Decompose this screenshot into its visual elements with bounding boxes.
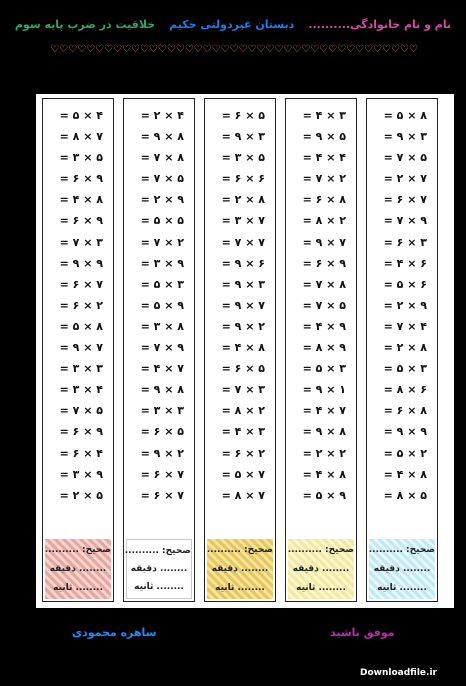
equation-item: ۴ × ۵ =	[59, 109, 103, 122]
equation-item: ۷ × ۲ =	[383, 172, 427, 186]
minutes-label: ........ دقیقه	[49, 563, 107, 574]
drill-column-1	[366, 98, 438, 602]
equation-item: ۹ × ۵ =	[140, 298, 184, 312]
seconds-label: ........ ثانیه	[215, 582, 265, 593]
correct-count-label: صحیح: ..........	[287, 545, 354, 556]
equation-item: ۳ × ۹ =	[221, 130, 265, 144]
equation-item: ۸ × ۴ =	[302, 467, 346, 481]
equation-item: ۸ × ۷ =	[140, 151, 184, 165]
equation-item: ۹ × ۳ =	[59, 467, 103, 481]
equation-item: ۴ × ۴ =	[302, 151, 346, 165]
minutes-label: ........ دقیقه	[373, 563, 431, 574]
seconds-label: ........ ثانیه	[296, 582, 346, 593]
equation-item: ۲ × ۵ =	[383, 446, 427, 460]
equation-item: ۷ × ۴ =	[140, 362, 184, 376]
equation-item: ۸ × ۴ =	[221, 341, 265, 355]
equation-item: ۹ × ۹ =	[59, 256, 103, 270]
equation-item: ۹ × ۶ =	[302, 256, 346, 270]
equation-item: ۳ × ۳ =	[140, 404, 184, 418]
equation-item: ۳ × ۵ =	[140, 277, 184, 291]
equation-item: ۷ × ۶ =	[383, 193, 427, 207]
student-name-field: نام و نام خانوادگی..........	[308, 18, 452, 31]
equation-item: ۹ × ۹ =	[383, 425, 427, 439]
score-box	[207, 539, 273, 599]
minutes-label: ........ دقیقه	[292, 563, 350, 574]
correct-count-label: صحیح: ..........	[44, 545, 111, 556]
equation-item: ۷ × ۵ =	[221, 467, 265, 481]
equation-item: ۶ × ۶ =	[221, 172, 265, 186]
equation-item: ۳ × ۴ =	[302, 109, 346, 122]
equation-item: ۲ × ۷ =	[140, 235, 184, 249]
equation-item: ۵ × ۶ =	[140, 425, 184, 439]
drill-column-4	[123, 98, 195, 602]
correct-count-label: صحیح: ..........	[124, 546, 191, 556]
equation-item: ۹ × ۲ =	[140, 193, 184, 207]
equation-item: ۸ × ۵ =	[59, 319, 103, 333]
good-luck-message: موفق باشید	[330, 626, 395, 639]
equation-item: ۹ × ۷ =	[140, 341, 184, 355]
equation-item: ۵ × ۷ =	[383, 151, 427, 165]
score-box	[288, 539, 354, 599]
school-name: دبستان غیردولتی حکیم	[169, 18, 295, 31]
equation-item: ۷ × ۶ =	[140, 488, 184, 502]
worksheet-title: خلاقیت در ضرب پایه سوم	[14, 18, 156, 31]
equation-item: ۳ × ۶ =	[383, 235, 427, 249]
equation-item: ۸ × ۹ =	[140, 383, 184, 397]
equation-item: ۵ × ۸ =	[383, 488, 427, 502]
equation-item: ۸ × ۴ =	[59, 193, 103, 207]
minutes-label: ........ دقیقه	[211, 563, 269, 574]
equation-item: ۲ × ۶ =	[59, 298, 103, 312]
correct-count-label: صحیح: ..........	[206, 545, 273, 556]
equation-item: ۵ × ۷ =	[59, 404, 103, 418]
equation-item: ۷ × ۷ =	[221, 235, 265, 249]
equation-item: ۳ × ۵ =	[302, 362, 346, 376]
score-box	[126, 539, 192, 599]
equation-item: ۹ × ۳ =	[140, 256, 184, 270]
equation-item: ۴ × ۶ =	[59, 446, 103, 460]
equation-item: ۲ × ۸ =	[302, 214, 346, 228]
equation-item: ۸ × ۴ =	[383, 467, 427, 481]
seconds-label: ........ ثانیه	[134, 582, 184, 592]
equation-item: ۴ × ۳ =	[59, 383, 103, 397]
equation-item: ۳ × ۷ =	[59, 235, 103, 249]
seconds-label: ........ ثانیه	[377, 582, 427, 593]
equation-list	[43, 99, 113, 506]
equation-item: ۹ × ۵ =	[302, 488, 346, 502]
correct-count-label: صحیح: ..........	[368, 545, 435, 556]
equation-item: ۲ × ۹ =	[221, 319, 265, 333]
equation-item: ۸ × ۵ =	[383, 109, 427, 122]
equation-item: ۸ × ۹ =	[302, 425, 346, 439]
equation-item: ۷ × ۹ =	[302, 235, 346, 249]
equation-item: ۲ × ۷ =	[302, 172, 346, 186]
minutes-label: ........ دقیقه	[130, 564, 188, 574]
equation-item: ۷ × ۹ =	[221, 298, 265, 312]
seconds-label: ........ ثانیه	[53, 582, 103, 593]
equation-item: ۹ × ۸ =	[302, 341, 346, 355]
score-box	[45, 539, 111, 599]
equation-item: ۱ × ۹ =	[302, 383, 346, 397]
equation-item: ۷ × ۶ =	[59, 277, 103, 291]
equation-item: ۵ × ۹ =	[302, 130, 346, 144]
equation-item: ۲ × ۹ =	[140, 446, 184, 460]
equation-item: ۳ × ۷ =	[221, 383, 265, 397]
equation-item: ۲ × ۲ =	[302, 446, 346, 460]
equation-item: ۸ × ۶ =	[302, 193, 346, 207]
equation-item: ۴ × ۷ =	[383, 319, 427, 333]
worksheet-header	[0, 18, 466, 40]
equation-item: ۵ × ۷ =	[140, 172, 184, 186]
equation-item: ۴ × ۲ =	[140, 109, 184, 122]
equation-item: ۶ × ۸ =	[383, 383, 427, 397]
equation-list	[124, 99, 194, 506]
equation-item: ۹ × ۴ =	[302, 319, 346, 333]
equation-item: ۹ × ۶ =	[59, 172, 103, 186]
equation-item: ۵ × ۵ =	[140, 214, 184, 228]
equation-list	[205, 99, 275, 506]
equation-item: ۸ × ۲ =	[383, 341, 427, 355]
equation-item: ۹ × ۶ =	[59, 425, 103, 439]
worksheet-sheet	[36, 94, 454, 608]
equation-item: ۷ × ۸ =	[221, 488, 265, 502]
equation-item: ۶ × ۹ =	[221, 256, 265, 270]
equation-item: ۷ × ۶ =	[140, 467, 184, 481]
equation-item: ۶ × ۵ =	[383, 277, 427, 291]
equation-item: ۳ × ۹ =	[221, 277, 265, 291]
equation-item: ۲ × ۸ =	[221, 404, 265, 418]
equation-item: ۸ × ۶ =	[383, 404, 427, 418]
equation-item: ۸ × ۹ =	[140, 130, 184, 144]
equation-item: ۵ × ۳ =	[221, 151, 265, 165]
equation-item: ۵ × ۲ =	[59, 488, 103, 502]
equation-item: ۹ × ۷ =	[383, 214, 427, 228]
equation-item: ۷ × ۸ =	[59, 130, 103, 144]
equation-item: ۷ × ۴ =	[302, 404, 346, 418]
equation-item: ۷ × ۹ =	[59, 341, 103, 355]
heart-border: ♡♡♡♡♡♡♡♡♡♡♡♡♡♡♡♡♡♡♡♡♡♡♡♡♡♡♡♡♡♡♡♡♡♡♡♡♡♡♡♡♡	[50, 44, 418, 55]
equation-item: ۵ × ۳ =	[59, 151, 103, 165]
equation-list	[367, 99, 437, 506]
equation-item: ۸ × ۲ =	[221, 193, 265, 207]
equation-item: ۸ × ۳ =	[140, 319, 184, 333]
equation-item: ۹ × ۲ =	[383, 298, 427, 312]
equation-item: ۵ × ۶ =	[221, 362, 265, 376]
drill-column-5	[42, 98, 114, 602]
equation-item: ۹ × ۶ =	[59, 214, 103, 228]
equation-item: ۳ × ۴ =	[221, 425, 265, 439]
equation-item: ۳ × ۹ =	[383, 130, 427, 144]
equation-item: ۶ × ۴ =	[383, 256, 427, 270]
author-name: ساهره محمودی	[72, 626, 157, 639]
equation-item: ۵ × ۶ =	[221, 109, 265, 122]
drill-column-2	[285, 98, 357, 602]
equation-list	[286, 99, 356, 506]
equation-item: ۲ × ۶ =	[221, 446, 265, 460]
equation-item: ۳ × ۵ =	[383, 362, 427, 376]
equation-item: ۷ × ۳ =	[221, 214, 265, 228]
drill-column-3	[204, 98, 276, 602]
site-watermark: Downloadfile.ir	[360, 668, 437, 678]
equation-item: ۸ × ۷ =	[302, 277, 346, 291]
equation-item: ۵ × ۷ =	[302, 298, 346, 312]
equation-item: ۳ × ۳ =	[59, 362, 103, 376]
score-box	[369, 539, 435, 599]
